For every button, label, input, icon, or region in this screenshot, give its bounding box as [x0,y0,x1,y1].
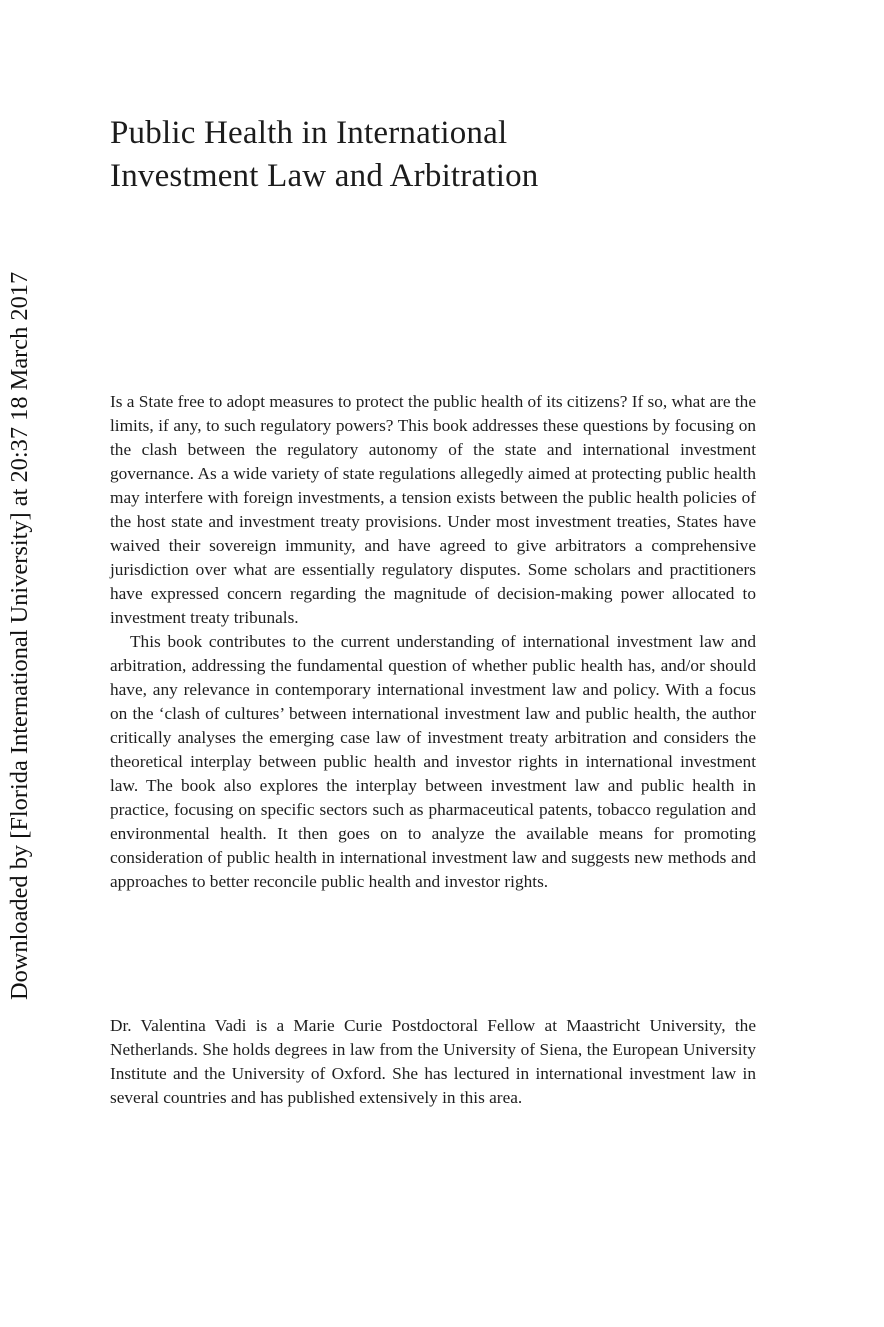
book-title-line-1: Public Health in International [110,115,508,151]
download-watermark: Downloaded by [Florida International University] at 20:37 18 March 2017 [6,271,33,1000]
book-title [110,112,790,198]
book-abstract [110,390,756,894]
abstract-paragraph-2: This book contributes to the current understanding of international investment law and arbitration, addressing the fundamental question of whether public health has, and/or should have, any relevance in contemporary international investment law and policy. With a focus on the ‘clash of cultures’ between international investment law and public health, the author critically analyses the emerging case law of investment treaty arbitration and considers the theoretical interplay between public health and investor rights in international investment law. The book also explores the interplay between investment law and public health in practice, focusing on specific sectors such as pharmaceutical patents, tobacco regulation and environmental health. It then goes on to analyze the available means for promoting consideration of public health in international investment law and suggests new methods and approaches to better reconcile public health and investor rights. [110,632,756,891]
author-bio [110,1014,756,1110]
abstract-paragraph-1: Is a State free to adopt measures to protect the public health of its citizens? If so, what are the limits, if any, to such regulatory powers? This book addresses these questions by focusing on the clash between the regulatory autonomy of the state and international investment governance. As a wide variety of state regulations allegedly aimed at protecting public health may interfere with foreign investments, a tension exists between the public health policies of the host state and investment treaty provisions. Under most investment treaties, States have waived their sovereign immunity, and have agreed to give arbitrators a comprehensive jurisdiction over what are essentially regulatory disputes. Some scholars and practitioners have expressed concern regarding the magnitude of decision-making power allocated to investment treaty tribunals. [110,392,756,627]
author-bio-text: Dr. Valentina Vadi is a Marie Curie Postdoctoral Fellow at Maastricht University, the Netherlands. She holds degrees in law from the University of Siena, the European University Institute and the University of Oxford. She has lectured in international investment law in several countries and has published extensively in this area. [110,1016,756,1107]
book-title-line-2: Investment Law and Arbitration [110,158,539,194]
